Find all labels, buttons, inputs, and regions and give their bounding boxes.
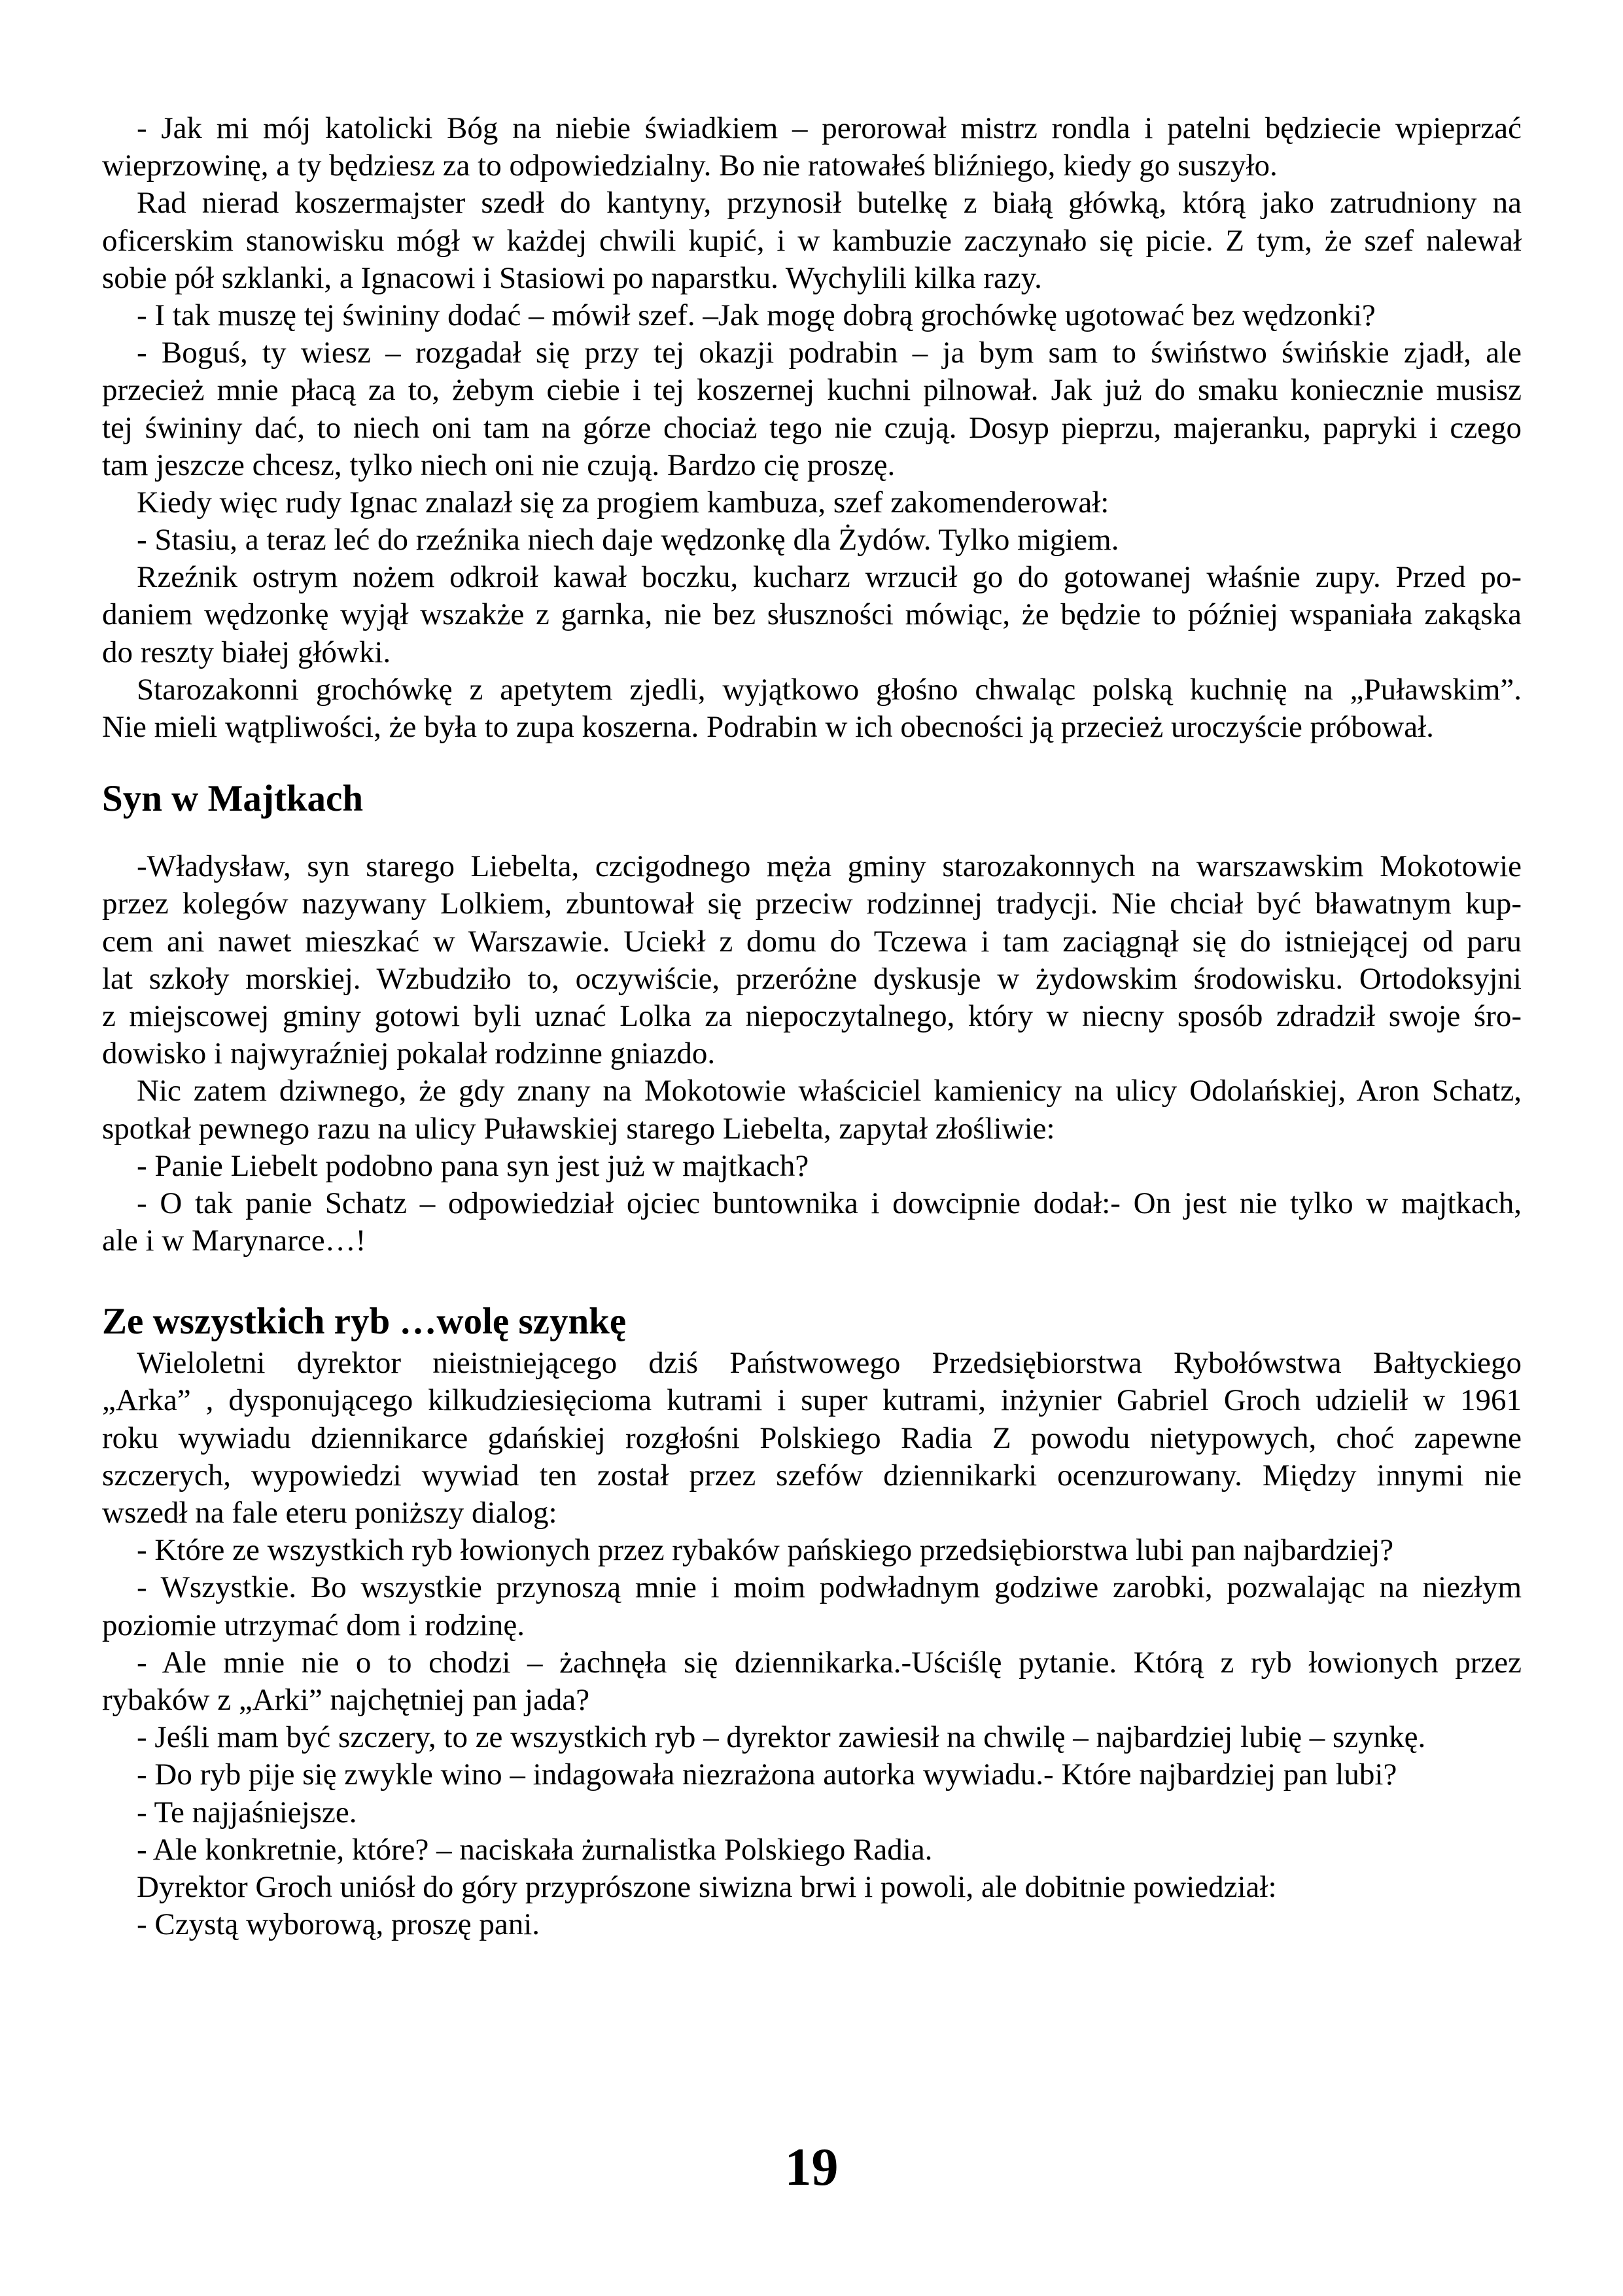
- paragraph: [102, 559, 1522, 671]
- text-line: - Ale mnie nie o to chodzi – żachnęła się dziennikarka.-Uściślę pytanie. Którą z ryb łowionych przez: [137, 1645, 1522, 1680]
- text-line: sobie pół szklanki, a Ignacowi i Stasiowi po naparstku. Wychylili kilka razy.: [102, 260, 1042, 295]
- paragraph: [102, 1148, 1522, 1185]
- text-line: oficerskim stanowisku mógł w każdej chwili kupić, i w kambuzie zaczynało się picie. Z tym, że szef nalewał: [102, 223, 1522, 258]
- text-line: dowisko i najwyraźniej pokalał rodzinne gniazdo.: [102, 1036, 716, 1071]
- text-line: roku wywiadu dziennikarce gdańskiej rozgłośni Polskiego Radia Z powodu nietypowych, choć zapewne: [102, 1421, 1522, 1455]
- paragraph: [102, 1185, 1522, 1260]
- text-line: - O tak panie Schatz – odpowiedział ojciec buntownika i dowcipnie dodał:- On jest nie tylko w majtkach,: [137, 1186, 1522, 1220]
- paragraph: [102, 671, 1522, 746]
- text-line: przez kolegów nazywany Lolkiem, zbuntował się przeciw rodzinnej tradycji. Nie chciał być bławatnym kup-: [102, 887, 1522, 921]
- text-line: - Do ryb pije się zwykle wino – indagowała niezrażona autorka wywiadu.- Które najbardziej pan lubi?: [137, 1757, 1397, 1792]
- paragraph: [102, 297, 1522, 334]
- body-text: [102, 110, 1522, 1943]
- text-line: przecież mnie płacą za to, żebym ciebie i tej koszernej kuchni pilnował. Jak już do smaku koniecznie musisz: [102, 373, 1522, 408]
- text-line: - Jak mi mój katolicki Bóg na niebie świadkiem – perorował mistrz rondla i patelni będziecie wpieprzać: [137, 111, 1522, 145]
- paragraph: [102, 1794, 1522, 1831]
- section-heading: Ze wszystkich ryb …wolę szynkę: [102, 1301, 627, 1343]
- text-line: rybaków z „Arki” najchętniej pan jada?: [102, 1682, 590, 1717]
- paragraph: [102, 1831, 1522, 1869]
- text-line: Wieloletni dyrektor nieistniejącego dziś Państwowego Przedsiębiorstwa Rybołówstwa Bałtyckiego: [137, 1346, 1522, 1381]
- page-number: 19: [784, 2137, 839, 2197]
- paragraph: [102, 334, 1522, 484]
- text-line: daniem wędzonkę wyjął wszakże z garnka, nie bez słuszności mówiąc, że będzie to później wspaniała zakąska: [102, 597, 1522, 632]
- paragraph: [102, 1644, 1522, 1719]
- paragraph: [102, 848, 1522, 1072]
- paragraph: [102, 1569, 1522, 1644]
- text-line: - Te najjaśniejsze.: [137, 1795, 357, 1829]
- paragraph: [102, 1345, 1522, 1532]
- paragraph: [102, 1869, 1522, 1906]
- section-ze-wszystkich-ryb: [102, 1299, 1522, 1943]
- paragraph: [102, 1719, 1522, 1756]
- text-line: Kiedy więc rudy Ignac znalazł się za progiem kambuza, szef zakomenderował:: [137, 485, 1109, 520]
- paragraph: [102, 1072, 1522, 1147]
- paragraph: [102, 484, 1522, 521]
- text-line: Nie mieli wątpliwości, że była to zupa koszerna. Podrabin w ich obecności ją przecież uroczyście próbował.: [102, 710, 1434, 744]
- section-syn-w-majtkach: [102, 776, 1522, 1260]
- text-line: lat szkoły morskiej. Wzbudziło to, oczywiście, przeróżne dyskusje w żydowskim środowisku. Ortodoksyjni: [102, 961, 1522, 996]
- text-line: do reszty białej główki.: [102, 635, 391, 669]
- text-line: spotkał pewnego razu na ulicy Puławskiej starego Liebelta, zapytał złośliwie:: [102, 1111, 1055, 1146]
- text-line: wszedł na fale eteru poniższy dialog:: [102, 1496, 557, 1530]
- paragraph: [102, 185, 1522, 297]
- text-line: wieprzowinę, a ty będziesz za to odpowiedzialny. Bo nie ratowałeś bliźniego, kiedy go suszyło.: [102, 149, 1278, 183]
- text-line: - Ale konkretnie, które? – naciskała żurnalistka Polskiego Radia.: [137, 1832, 933, 1867]
- paragraph: [102, 1532, 1522, 1569]
- text-line: -Władysław, syn starego Liebelta, czcigodnego męża gminy starozakonnych na warszawskim Mokotowie: [137, 849, 1522, 884]
- section-intro: [102, 110, 1522, 746]
- text-line: - Boguś, ty wiesz – rozgadał się przy tej okazji podrabin – ja bym sam to świństwo świńskie zjadł, ale: [137, 336, 1522, 370]
- text-line: cem ani nawet mieszkać w Warszawie. Uciekł z domu do Tczewa i tam zaciągnął się do istniejącej od paru: [102, 924, 1522, 959]
- text-line: Dyrektor Groch uniósł do góry przyprószone siwizna brwi i powoli, ale dobitnie powiedział:: [137, 1869, 1277, 1904]
- text-line: Rad nierad koszermajster szedł do kantyny, przynosił butelkę z białą główką, którą jako zatrudniony na: [137, 186, 1522, 221]
- text-line: poziomie utrzymać dom i rodzinę.: [102, 1608, 525, 1642]
- text-line: - Stasiu, a teraz leć do rzeźnika niech daje wędzonkę dla Żydów. Tylko migiem.: [137, 523, 1119, 557]
- text-line: - Które ze wszystkich ryb łowionych przez rybaków pańskiego przedsiębiorstwa lubi pan najbardziej?: [137, 1533, 1394, 1568]
- text-line: Rzeźnik ostrym nożem odkroił kawał boczku, kucharz wrzucił go do gotowanej właśnie zupy. Przed po-: [137, 560, 1522, 595]
- paragraph: [102, 110, 1522, 185]
- text-line: tej świniny dać, to niech oni tam na górze chociaż tego nie czują. Dosyp pieprzu, majeranku, papryki i czego: [102, 410, 1522, 445]
- text-line: - Czystą wyborową, proszę pani.: [137, 1907, 540, 1942]
- text-line: - Jeśli mam być szczery, to ze wszystkich ryb – dyrektor zawiesił na chwilę – najbardziej lubię – szynkę.: [137, 1720, 1426, 1755]
- text-line: szczerych, wypowiedzi wywiad ten został przez szefów dziennikarki ocenzurowany. Między innymi nie: [102, 1458, 1522, 1492]
- text-line: ale i w Marynarce…!: [102, 1224, 366, 1258]
- paragraph: [102, 521, 1522, 559]
- section-heading: Syn w Majtkach: [102, 778, 364, 820]
- text-line: tam jeszcze chcesz, tylko niech oni nie czują. Bardzo cię proszę.: [102, 448, 896, 482]
- text-line: - Wszystkie. Bo wszystkie przynoszą mnie i moim podwładnym godziwe zarobki, pozwalając na niezłym: [137, 1570, 1522, 1605]
- text-line: - I tak muszę tej świniny dodać – mówił szef. –Jak mogę dobrą grochówkę ugotować bez wędzonki?: [137, 298, 1376, 332]
- text-line: - Panie Liebelt podobno pana syn jest już w majtkach?: [137, 1148, 809, 1183]
- text-line: „Arka” , dysponującego kilkudziesięcioma kutrami i super kutrami, inżynier Gabriel Groch udzielił w 1961: [102, 1383, 1522, 1418]
- paragraph: [102, 1906, 1522, 1943]
- text-line: z miejscowej gminy gotowi byli uznać Lolka za niepoczytalnego, który w niecny sposób zdradził swoje śro-: [102, 998, 1522, 1033]
- paragraph: [102, 1756, 1522, 1793]
- text-line: Nic zatem dziwnego, że gdy znany na Mokotowie właściciel kamienicy na ulicy Odolańskiej, Aron Schatz,: [137, 1074, 1522, 1108]
- text-line: Starozakonni grochówkę z apetytem zjedli, wyjątkowo głośno chwaląc polską kuchnię na „Puławskim”.: [137, 672, 1522, 707]
